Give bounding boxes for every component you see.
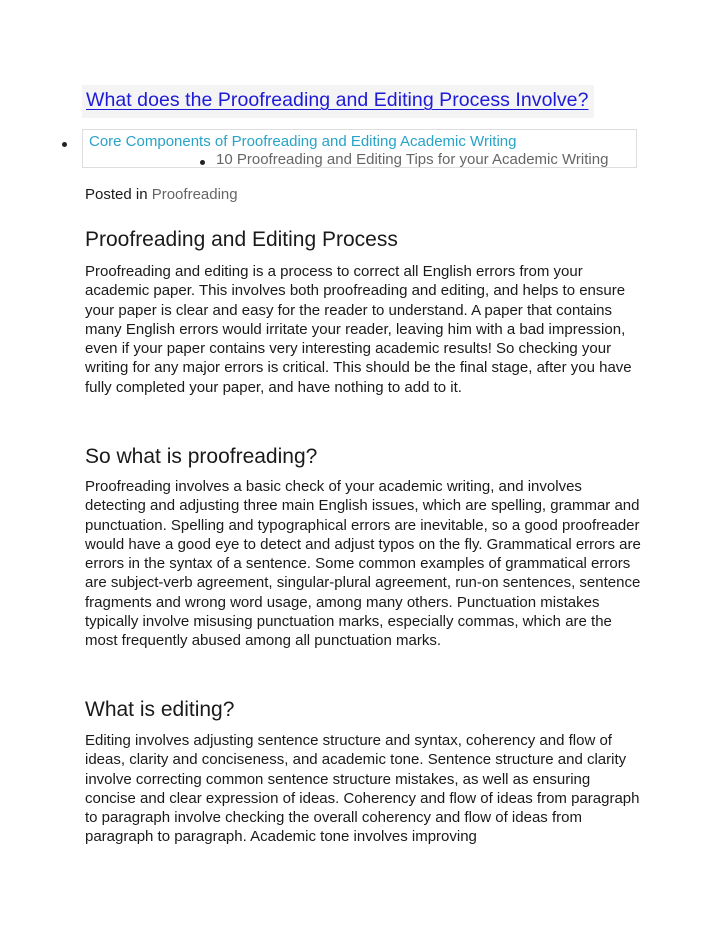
posted-in-label: Posted in bbox=[85, 186, 148, 203]
section-heading: What is editing? bbox=[85, 698, 235, 721]
bullet-icon bbox=[62, 142, 67, 147]
posted-in-line bbox=[85, 186, 238, 203]
category-link[interactable]: Proofreading bbox=[151, 186, 238, 203]
section-heading: Proofreading and Editing Process bbox=[85, 228, 398, 251]
section-paragraph: Proofreading and editing is a process to correct all English errors from your academic paper. This involves both proofreading and editing, and helps to ensure your paper is clear and easy for the reader to understand. A paper that contains many English errors would irritate your reader, leaving him with a bad impression, even if your paper contains very interesting academic results! So checking your writing for any major errors is critical. This should be the final stage, after you have fully completed your paper, and have nothing to add to it. bbox=[85, 263, 632, 396]
toc-link-tips[interactable]: 10 Proofreading and Editing Tips for your Academic Writing bbox=[216, 151, 609, 168]
bullet-icon bbox=[200, 160, 205, 165]
section-paragraph: Editing involves adjusting sentence structure and syntax, coherency and flow of ideas, clarity and conciseness, and academic tone. Sentence structure and clarity involve correcting common sentence structure mistakes, as well as ensuring concise and clear expression of ideas. Coherency and flow of ideas from paragraph to paragraph involve checking the overall coherency and flow of ideas from paragraph to paragraph. Academic tone involves improving bbox=[85, 732, 640, 846]
page-title-link[interactable]: What does the Proofreading and Editing Process Involve? bbox=[86, 89, 589, 111]
section-paragraph: Proofreading involves a basic check of your academic writing, and involves detecting and adjusting three main English issues, which are spelling, grammar and punctuation. Spelling and typographical errors are inevitable, so a good proofreader would have a good eye to detect and adjust typos on the fly. Grammatical errors are errors in the syntax of a sentence. Some common examples of grammatical errors are subject-verb agreement, singular-plural agreement, run-on sentences, sentence fragments and wrong word usage, among many others. Punctuation mistakes typically involve misusing punctuation marks, especially commas, which are the most frequently abused among all punctuation marks. bbox=[85, 478, 641, 650]
section-heading: So what is proofreading? bbox=[85, 445, 318, 468]
toc-link-core-components[interactable]: Core Components of Proofreading and Editing Academic Writing bbox=[89, 133, 517, 150]
page-title-container bbox=[82, 85, 594, 118]
